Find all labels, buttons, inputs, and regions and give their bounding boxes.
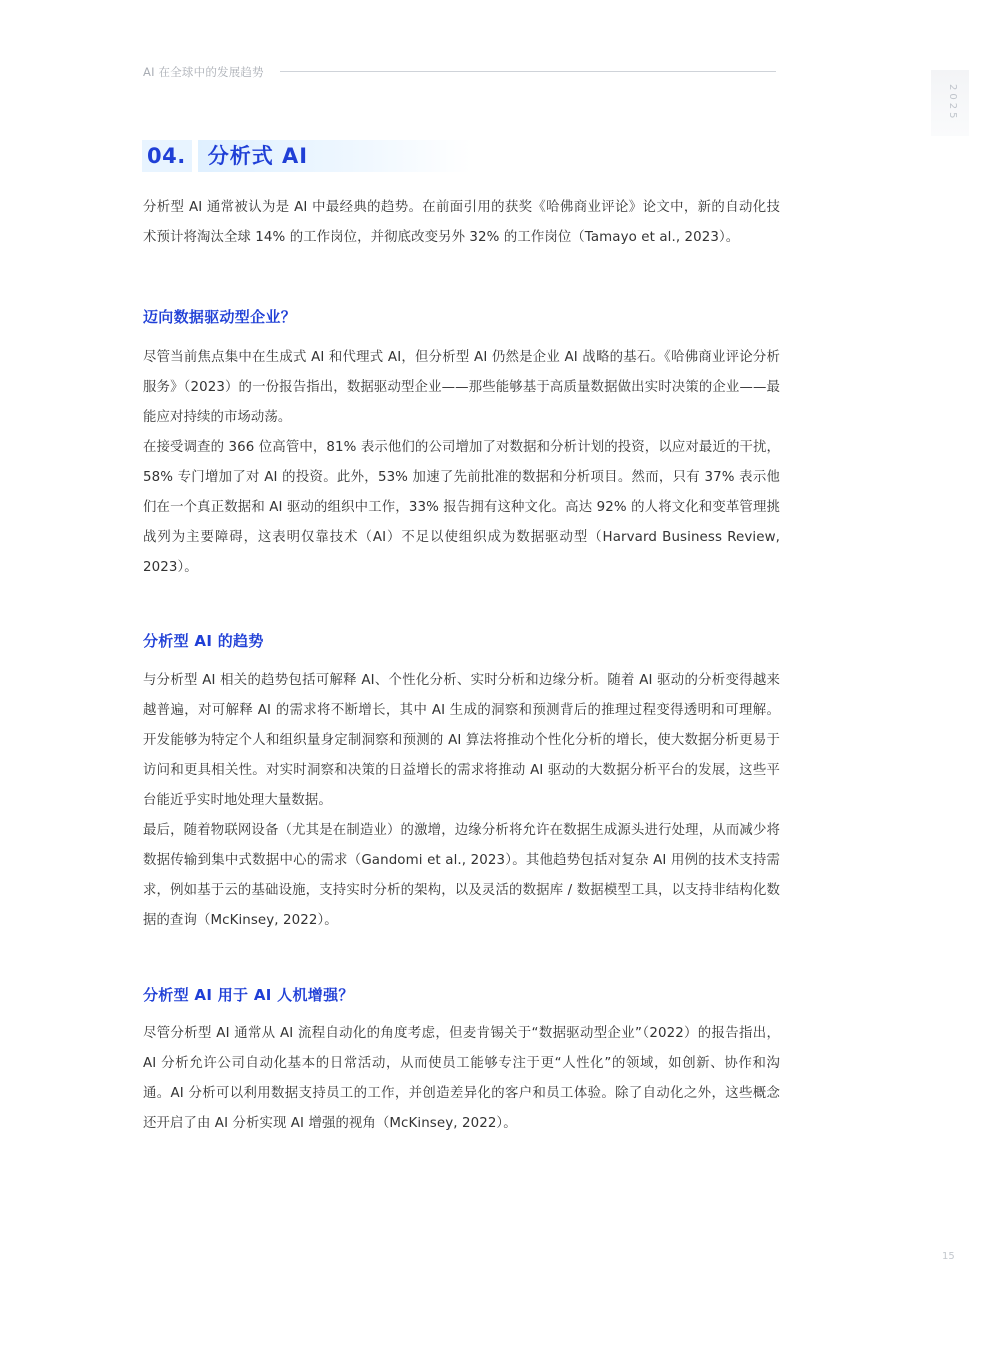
subheading-data-driven: 迈向数据驱动型企业？ — [143, 308, 297, 326]
header-divider — [280, 71, 776, 72]
page-number: 15 — [942, 1251, 955, 1262]
year-side-tab — [931, 70, 969, 136]
section-title — [142, 140, 472, 172]
section-number: 04. — [142, 140, 192, 172]
subheading-trends: 分析型 AI 的趋势 — [143, 632, 264, 650]
paragraph: 最后，随着物联网设备（尤其是在制造业）的激增，边缘分析将允许在数据生成源头进行处理，从而减少将数据传输到集中式数据中心的需求（Gandomi et al., 2023）。其他趋势包括对复杂 AI 用例的技术支持需求，例如基于云的基础设施，支持实时分析的架构，以及灵活的数据库 / 数据模型工具，以支持非结构化数据的查询（McKinsey, 2022）。 — [143, 823, 780, 928]
intro-paragraph: 分析型 AI 通常被认为是 AI 中最经典的趋势。在前面引用的获奖《哈佛商业评论》论文中，新的自动化技术预计将淘汰全球 14% 的工作岗位，并彻底改变另外 32% 的工作岗位（Tamayo et al., 2023）。 — [143, 200, 780, 245]
section-heading: 分析式 AI — [198, 140, 472, 172]
running-head-title: AI 在全球中的发展趋势 — [143, 65, 264, 79]
paragraph: 尽管当前焦点集中在生成式 AI 和代理式 AI，但分析型 AI 仍然是企业 AI 战略的基石。《哈佛商业评论分析服务》（2023）的一份报告指出，数据驱动型企业——那些能够基于高质量数据做出实时决策的企业——最能应对持续的市场动荡。 — [143, 350, 780, 425]
subheading-augmentation: 分析型 AI 用于 AI 人机增强？ — [143, 986, 354, 1004]
paragraph: 尽管分析型 AI 通常从 AI 流程自动化的角度考虑，但麦肯锡关于“数据驱动型企业”（2022）的报告指出，AI 分析允许公司自动化基本的日常活动，从而使员工能够专注于更“人性化”的领域，如创新、协作和沟通。AI 分析可以利用数据支持员工的工作，并创造差异化的客户和员工体验。除了自动化之外，这些概念还开启了由 AI 分析实现 AI 增强的视角（McKinsey, 2022）。 — [143, 1026, 780, 1131]
year-label: 2025 — [947, 84, 958, 122]
paragraph: 在接受调查的 366 位高管中，81% 表示他们的公司增加了对数据和分析计划的投资，以应对最近的干扰，58% 专门增加了对 AI 的投资。此外，53% 加速了先前批准的数据和分析项目。然而，只有 37% 表示他们在一个真正数据和 AI 驱动的组织中工作，33% 报告拥有这种文化。高达 92% 的人将文化和变革管理挑战列为主要障碍，这表明仅靠技术（AI）不足以使组织成为数据驱动型（Harvard Business Review, 2023）。 — [143, 440, 780, 575]
article-body — [143, 193, 780, 1139]
paragraph: 与分析型 AI 相关的趋势包括可解释 AI、个性化分析、实时分析和边缘分析。随着 AI 驱动的分析变得越来越普遍，对可解释 AI 的需求将不断增长，其中 AI 生成的洞察和预测背后的推理过程变得透明和可理解。开发能够为特定个人和组织量身定制洞察和预测的 AI 算法将推动个性化分析的增长，使大数据分析更易于访问和更具相关性。对实时洞察和决策的日益增长的需求将推动 AI 驱动的大数据分析平台的发展，这些平台能近乎实时地处理大量数据。 — [143, 673, 780, 808]
